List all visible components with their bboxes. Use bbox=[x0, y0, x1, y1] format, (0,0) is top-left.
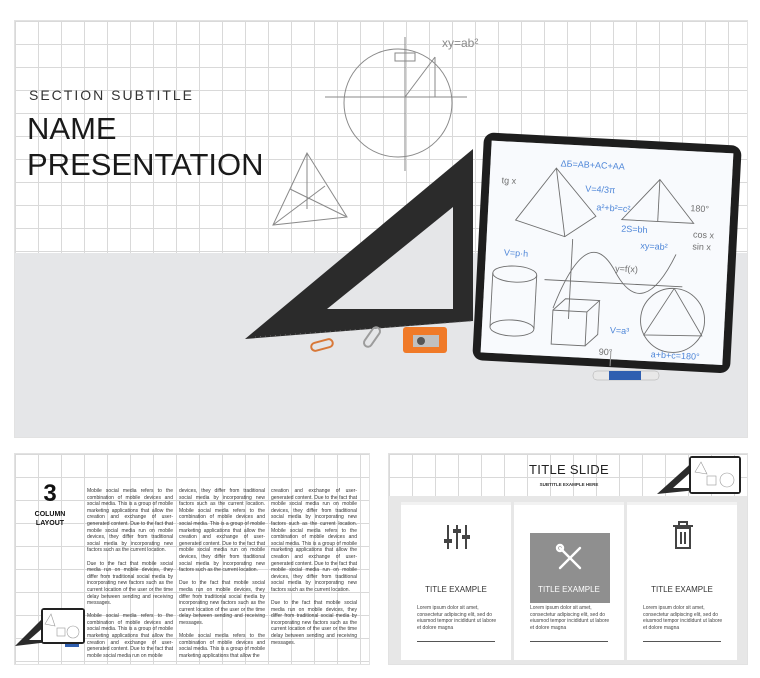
presentation-title bbox=[27, 111, 327, 183]
svg-text:xy=ab²: xy=ab² bbox=[640, 240, 668, 253]
circle-sketch bbox=[325, 37, 467, 171]
card-body: Lorem ipsum dolor sit amet, consectetur adipiscing elit, sed do eiusmod tempor incididunt ut labore et dolore magna bbox=[643, 605, 723, 631]
paragraph: Mobile social media refers to the combination of mobile devices and social media. This is a group of mobile marketing applications that allow the creation and exchange of user-generated content. Due to the fact that mobile social media run on mobile devices, they differ from traditional social media by incorporating new factors such as the current location. bbox=[87, 488, 173, 554]
svg-text:y=f(x): y=f(x) bbox=[614, 263, 639, 275]
sharpener-icon bbox=[403, 327, 447, 353]
card-body: Lorem ipsum dolor sit amet, consectetur adipiscing elit, sed do eiusmod tempor incididunt ut labore et dolore magna bbox=[417, 605, 497, 631]
paragraph: Mobile social media refers to the combination of mobile devices and social media. This is a group of mobile marketing applications that allow the bbox=[179, 633, 265, 659]
card-title: TITLE EXAMPLE bbox=[538, 585, 600, 594]
feature-card-3[interactable] bbox=[627, 502, 737, 660]
svg-text:ΔБ=AB+AC+AA: ΔБ=AB+AC+AA bbox=[560, 158, 625, 172]
formula-top: xy=ab² bbox=[442, 36, 479, 50]
geometry-illustration bbox=[15, 21, 748, 438]
card-title: TITLE EXAMPLE bbox=[651, 585, 713, 594]
column-count: 3 bbox=[43, 480, 57, 507]
svg-text:180°: 180° bbox=[690, 203, 710, 215]
card-divider bbox=[643, 641, 721, 642]
thumbnail-column-layout[interactable] bbox=[14, 453, 370, 665]
paragraph: creation and exchange of user-generated content. Due to the fact that mobile social media run on mobile devices, they differ from traditional social media by incorporating new factors such as the current location. Mobile social media refers to the combination of mobile devices and social media. This is a group of mobile marketing applications that allow the creation and exchange of user-generated content. Due to the fact that mobile social media run on mobile devices, they differ from traditional social media by incorporating new factors such as the current location. bbox=[271, 488, 357, 593]
mini-whiteboard-illustration bbox=[15, 602, 95, 665]
svg-text:2S=bh: 2S=bh bbox=[621, 223, 648, 235]
slide-subtitle: SUBTITLE EXAMPLE HERE bbox=[539, 482, 599, 487]
svg-text:V=a³: V=a³ bbox=[609, 325, 630, 337]
whiteboard bbox=[472, 132, 742, 373]
card-body: Lorem ipsum dolor sit amet, consectetur adipiscing elit, sed do eiusmod tempor incididunt ut labore et dolore magna bbox=[530, 605, 610, 631]
svg-text:V=4/3π: V=4/3π bbox=[585, 183, 616, 196]
slide-title: TITLE SLIDE bbox=[529, 462, 609, 477]
card-icon-area bbox=[417, 505, 497, 567]
text-column-2 bbox=[179, 488, 265, 665]
marker-icon bbox=[593, 371, 659, 380]
mini-whiteboard-illustration bbox=[651, 454, 748, 496]
label-line-1: COLUMN bbox=[34, 511, 66, 518]
sliders-icon bbox=[440, 519, 474, 553]
svg-text:90°: 90° bbox=[598, 346, 613, 358]
main-slide[interactable] bbox=[14, 20, 748, 438]
trash-icon bbox=[668, 519, 698, 553]
card-icon-area bbox=[643, 505, 723, 567]
text-column-1 bbox=[87, 488, 173, 665]
svg-text:V=p·h: V=p·h bbox=[503, 247, 529, 259]
tools-icon bbox=[554, 542, 586, 574]
title-line-2: PRESENTATION bbox=[27, 147, 264, 182]
card-title: TITLE EXAMPLE bbox=[425, 585, 487, 594]
title-line-1: NAME bbox=[27, 111, 117, 146]
text-column-3 bbox=[271, 488, 357, 653]
section-subtitle: SECTION SUBTITLE bbox=[29, 87, 195, 103]
paragraph: Mobile social media refers to the combination of mobile devices and social media. This is a group of mobile marketing applications that allow the creation and exchange of user-generated content. Due to the fact that mobile social media run on mobile bbox=[87, 613, 173, 659]
svg-text:a+b+c=180°: a+b+c=180° bbox=[650, 349, 700, 362]
paragraph: devices, they differ from traditional social media by incorporating new factors such as the current location. Mobile social media refers to the combination of mobile devices and social media. This is a group of mobile marketing applications that allow the creation and exchange of user-generated content. Due to the fact that mobile social media run on mobile devices, they differ from traditional social media by incorporating new factors such as the current location. bbox=[179, 488, 265, 574]
paragraph: Due to the fact that mobile social media run on mobile devices, they differ from traditional social media by incorporating new factors such as the current location of the user or the time delay between sending and receiving messages. bbox=[179, 580, 265, 626]
card-divider bbox=[530, 641, 608, 642]
column-layout-label bbox=[21, 510, 79, 528]
feature-card-1[interactable] bbox=[401, 502, 511, 660]
label-line-2: LAYOUT bbox=[35, 520, 65, 527]
svg-text:a²+b²=c²: a²+b²=c² bbox=[596, 202, 631, 215]
paragraph: Due to the fact that mobile social media run on mobile devices, they differ from traditional social media by incorporating new factors such as the current location of the user or the time delay between sending and receiving messages. bbox=[87, 560, 173, 607]
thumbnail-title-slide[interactable] bbox=[388, 453, 748, 665]
card-divider bbox=[417, 641, 495, 642]
paragraph: Due to the fact that mobile social media run on mobile devices, they differ from traditional social media by incorporating new factors such as the current location of the user or the time delay between sending and receiving messages. bbox=[271, 600, 357, 646]
svg-text:cos x: cos x bbox=[692, 229, 715, 241]
svg-text:sin x: sin x bbox=[692, 241, 712, 253]
feature-card-2[interactable] bbox=[514, 502, 624, 660]
svg-text:tg x: tg x bbox=[501, 175, 517, 187]
